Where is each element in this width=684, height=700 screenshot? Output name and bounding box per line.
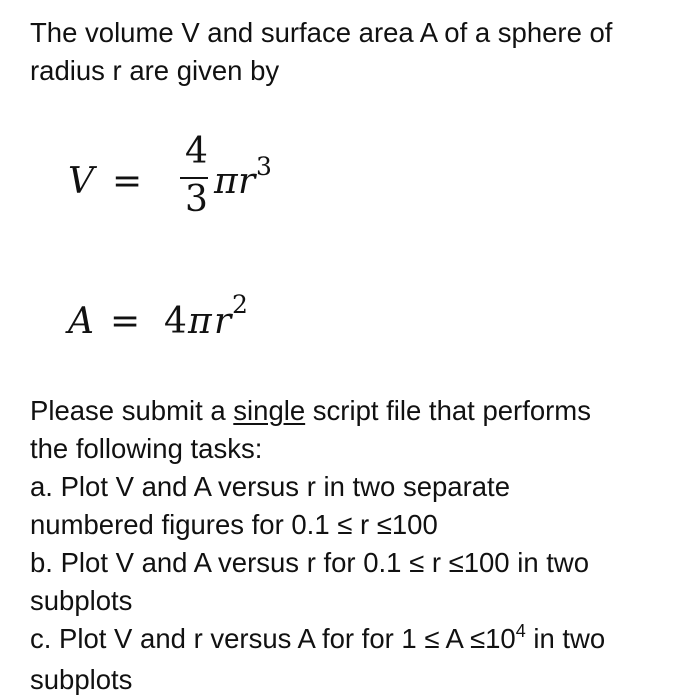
tasks-paragraph — [30, 392, 675, 699]
volume-exponent: 3 — [256, 152, 272, 181]
volume-variable: r — [238, 161, 256, 202]
area-equation — [68, 288, 368, 348]
task-c-exponent: 4 — [515, 621, 526, 641]
area-pi: π — [188, 301, 212, 342]
intro-line-1: The volume V and surface area A of a sphere of — [30, 17, 613, 48]
task-a-line-1: a. Plot V and A versus r in two separate — [30, 471, 510, 502]
area-lhs: A — [68, 301, 94, 342]
volume-equation — [68, 131, 368, 244]
tasks-intro-underlined: single — [233, 395, 306, 426]
task-a-line-2: numbered figures for 0.1 ≤ r ≤100 — [30, 509, 438, 540]
tasks-intro-line-2: the following tasks: — [30, 433, 263, 464]
tasks-intro-pre: Please submit a — [30, 395, 234, 426]
task-b-line-1: b. Plot V and A versus r for 0.1 ≤ r ≤100 in two — [30, 547, 590, 578]
task-c-line-1 — [30, 620, 675, 661]
equations-block — [30, 90, 675, 360]
area-coefficient: 4 — [164, 301, 187, 342]
intro-paragraph — [30, 14, 675, 90]
tasks-intro-line-1 — [30, 392, 675, 430]
area-variable: r — [214, 301, 232, 342]
task-c-line-2: subplots — [30, 664, 133, 695]
tasks-intro-post: script file that performs — [305, 395, 591, 426]
volume-denominator: 3 — [185, 179, 208, 220]
area-equals: = — [110, 301, 141, 342]
volume-equals: = — [112, 161, 143, 202]
task-b-line-2: subplots — [30, 585, 133, 616]
volume-numerator: 4 — [185, 131, 208, 172]
area-exponent: 2 — [232, 290, 248, 319]
volume-lhs: V — [68, 161, 94, 202]
task-c-post: in two — [525, 623, 606, 654]
volume-pi: π — [214, 161, 238, 202]
task-c-pre: c. Plot V and r versus A for for 1 ≤ A ≤10 — [30, 623, 516, 654]
intro-line-2: radius r are given by — [30, 55, 280, 86]
